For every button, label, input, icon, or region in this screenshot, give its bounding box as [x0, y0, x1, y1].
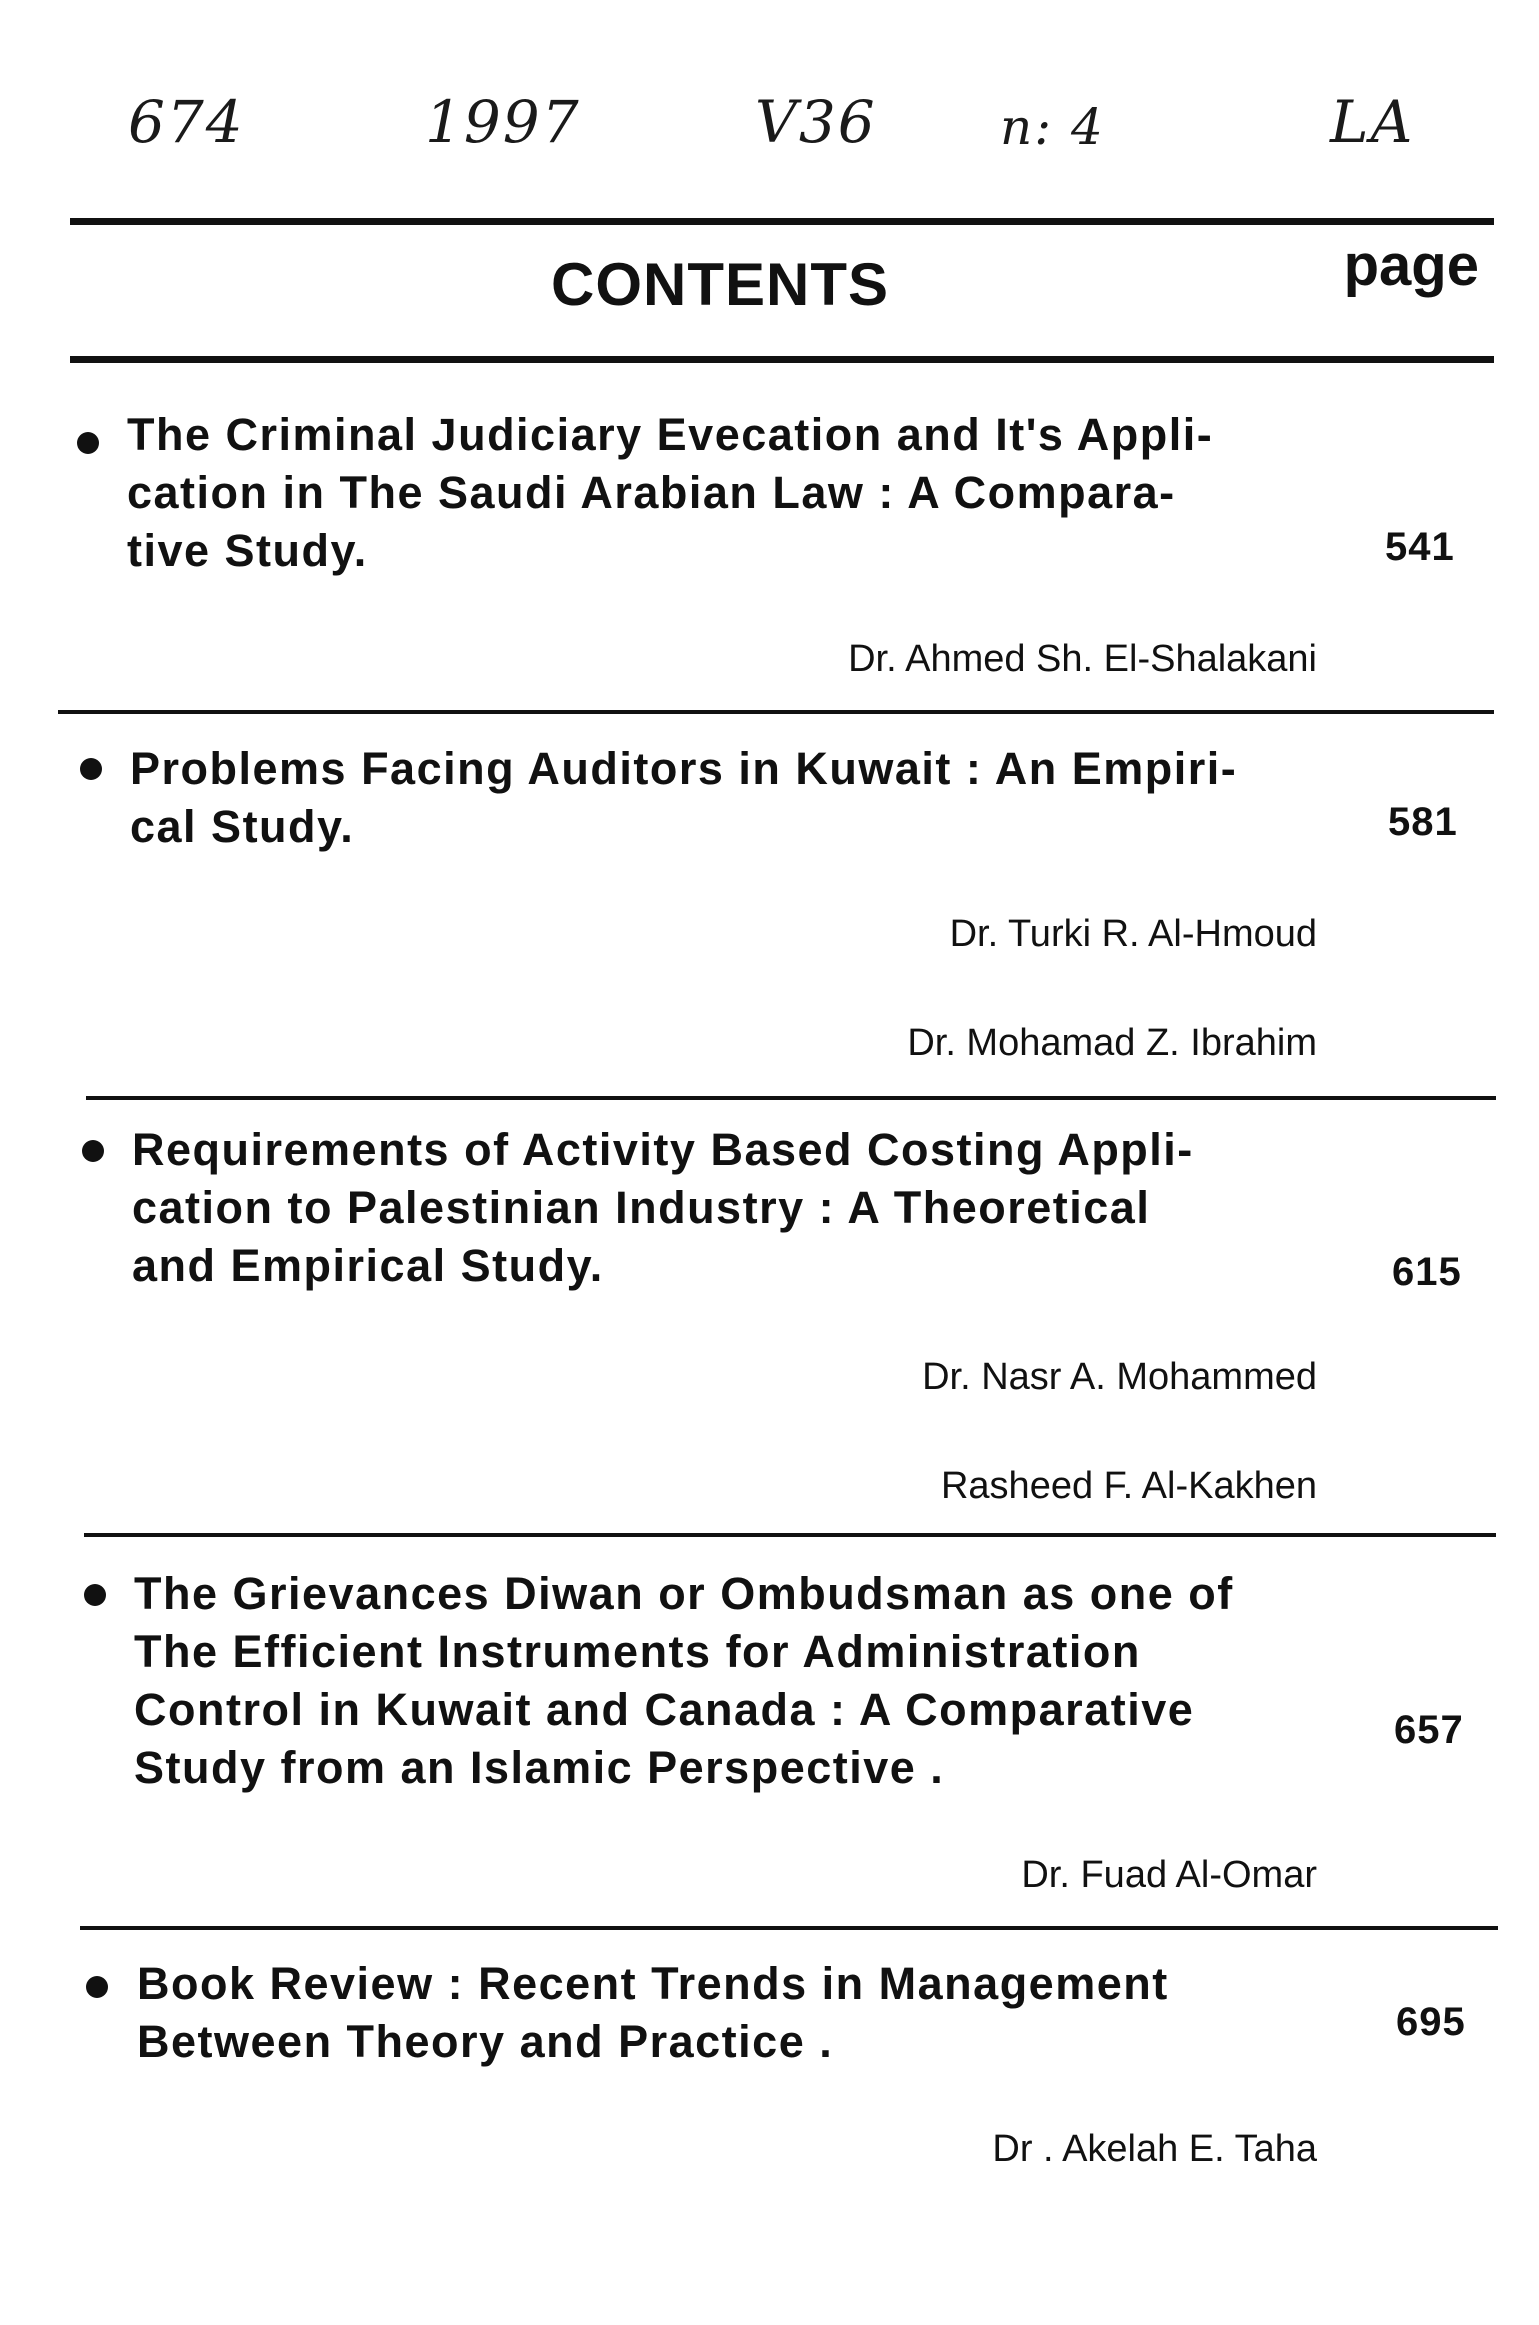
bullet-icon	[84, 1584, 106, 1606]
entry-author: Dr. Nasr A. Mohammed	[922, 1356, 1317, 1398]
handwritten-note-number: 674	[128, 88, 245, 156]
entry-author: Dr. Mohamad Z. Ibrahim	[907, 1022, 1317, 1064]
entry-title-line: Problems Facing Auditors in Kuwait : An Empiri-	[130, 743, 1238, 794]
entry-title	[137, 1955, 1169, 2071]
entry-page-number: 695	[1396, 2000, 1466, 2044]
entry-page-number: 615	[1392, 1250, 1462, 1294]
entry-divider	[80, 1926, 1498, 1930]
entry-title	[130, 740, 1237, 856]
entry-title-line: The Grievances Diwan or Ombudsman as one of	[134, 1568, 1234, 1619]
header-top-rule	[70, 218, 1494, 225]
entry-title-line: tive Study.	[127, 525, 368, 576]
entry-title-line: cation to Palestinian Industry : A Theoretical	[132, 1182, 1151, 1233]
handwritten-note-language: LA	[1330, 88, 1415, 156]
bullet-icon	[82, 1140, 104, 1162]
entry-divider	[84, 1533, 1496, 1537]
entry-author: Dr. Ahmed Sh. El-Shalakani	[848, 638, 1317, 680]
entry-divider	[58, 710, 1494, 714]
bullet-icon	[77, 432, 99, 454]
entry-divider	[86, 1096, 1496, 1100]
entry-title-line: cation in The Saudi Arabian Law : A Compara-	[127, 467, 1176, 518]
entry-title-line: Control in Kuwait and Canada : A Comparative	[134, 1684, 1195, 1735]
handwritten-note-volume: V36	[755, 88, 877, 156]
entry-page-number: 657	[1394, 1708, 1464, 1752]
bullet-icon	[86, 1976, 108, 1998]
entry-page-number: 541	[1385, 525, 1455, 569]
entry-title-line: Study from an Islamic Perspective .	[134, 1742, 945, 1793]
handwritten-note-year: 1997	[425, 88, 581, 156]
contents-title: CONTENTS	[551, 251, 889, 318]
entry-author: Dr . Akelah E. Taha	[992, 2128, 1317, 2170]
entry-title-line: Book Review : Recent Trends in Management	[137, 1958, 1169, 2009]
entry-title-line: and Empirical Study.	[132, 1240, 604, 1291]
entry-author: Dr. Turki R. Al-Hmoud	[949, 913, 1317, 955]
entry-title-line: The Criminal Judiciary Evecation and It's Appli-	[127, 409, 1214, 460]
header-bottom-rule	[70, 356, 1494, 363]
entry-title-line: cal Study.	[130, 801, 355, 852]
entry-title-line: Requirements of Activity Based Costing Appli-	[132, 1124, 1194, 1175]
entry-author: Rasheed F. Al-Kakhen	[940, 1465, 1317, 1507]
entry-title-line: The Efficient Instruments for Administration	[134, 1626, 1141, 1677]
entry-author: Dr. Fuad Al-Omar	[1021, 1854, 1317, 1896]
entry-title	[134, 1565, 1234, 1797]
entry-title	[127, 406, 1213, 580]
page-column-label: page	[1343, 233, 1479, 298]
entry-title-line: Between Theory and Practice .	[137, 2016, 834, 2067]
entry-page-number: 581	[1388, 800, 1458, 844]
handwritten-note-issue: n: 4	[1000, 98, 1105, 156]
bullet-icon	[80, 758, 102, 780]
entry-title	[132, 1121, 1194, 1295]
